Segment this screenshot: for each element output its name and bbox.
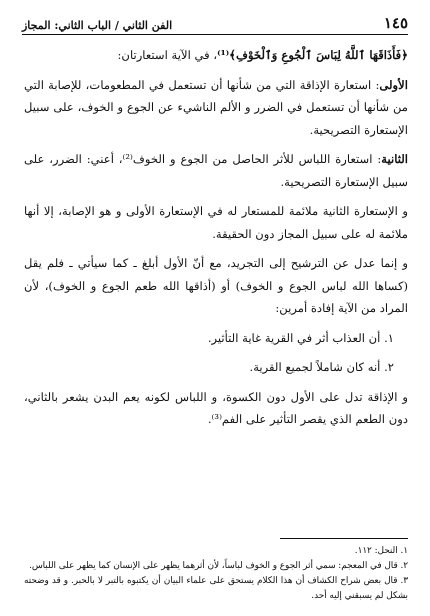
footnotes (24, 544, 408, 604)
footnote: ٢. قال في المعجم: سمي أثر الجوع و الخوف لباساً، لأن أثرهما يظهر على الإنسان كما يظهر على اللباس. (29, 561, 408, 571)
second-metaphor-paragraph (24, 148, 408, 193)
page-header (22, 14, 408, 32)
intro-rest: ، في الآية استعارتان: (117, 48, 218, 62)
running-title: الفن الثاني / الباب الثاني: المجاز (22, 19, 173, 32)
first-metaphor-paragraph (24, 74, 408, 142)
list-item: ٢. أنه كان شاملاً لجميع القرية. (249, 360, 394, 374)
intro-paragraph (24, 44, 408, 67)
paragraph-4: و إنما عدل عن الترشيح إلى التجريد، مع أنّ الأول أبلغ ـ كما سيأتي ـ فلم يقل (كساها الله لباس الجوع و الخوف) أو (أذاقها الله طعم الجوع و الخوف)، لأن المراد من الآية إفادة أمرين: (24, 256, 408, 315)
header-rule (22, 34, 408, 35)
quranic-verse: ﴿فَأَذَاقَهَا ٱللَّهُ لِبَاسَ ٱلْجُوعِ وَٱلْخَوْفِ﴾⁽¹⁾ (217, 48, 408, 62)
second-lead: الثانية (381, 152, 408, 166)
paragraph-5: و الإذاقة تدل على الأول دون الكسوة، و اللباس لكونه يعم البدن يشعر بالثاني، دون الطعم الذي يقصر التأثير على الفم⁽³⁾. (24, 389, 408, 426)
footnote: ١. النحل: ١١٢. (354, 546, 408, 556)
second-text: : استعارة اللباس للأثر الحاصل من الجوع و الخوف⁽²⁾، أعني: الضرر، على سبيل الإستعارة التصريحية. (24, 152, 408, 189)
list-item: ١. أن العذاب أثر في القرية غاية التأثير. (207, 330, 394, 345)
footnote: ٣. قال بعض شراح الكشاف أن هذا الكلام يستحق على علماء البيان أن يكتبوه بالتبر لا بالحبر. و قد وضحته بشكل لم يسبقني إليه أحد. (24, 576, 408, 601)
main-text (24, 44, 408, 438)
paragraph-3: و الإستعارة الثانية ملائمة للمستعار له في الإستعارة الأولى و هو الإصابة، إلا أنها ملائمة له على سبيل المجاز دون الحقيقة. (24, 204, 408, 241)
footnote-rule (280, 538, 408, 539)
first-lead: الأولى (379, 77, 408, 92)
first-text: : استعارة الإذاقة التي من شأنها أن تستعمل في المطعومات، للإصابة التي من شأنها أن تستعمل في الضرر و الألم الناشيء عن الجوع و الخوف، على سبيل الإستعارة التصريحية. (24, 77, 408, 137)
page-number: ١٤٥ (383, 14, 408, 32)
